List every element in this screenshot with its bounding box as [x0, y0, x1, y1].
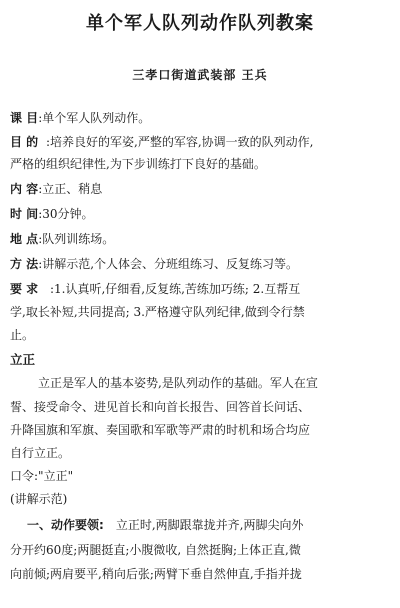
field-purpose-value: :培养良好的军姿,严整的军容,协调一致的队列动作, [46, 135, 314, 149]
section-paragraph-line: 立正是军人的基本姿势,是队列动作的基础。军人在宣 [38, 376, 318, 390]
field-subject-value: :单个军人队列动作。 [38, 111, 151, 125]
essentials-label: 一、动作要领: [27, 518, 104, 532]
field-location-value: :队列训练场。 [38, 232, 115, 246]
field-content-value: :立正、稍息 [38, 182, 103, 196]
field-requirements-value: :1.认真听,仔细看,反复练,苦练加巧练; 2.互帮互 [50, 282, 301, 296]
field-requirements [10, 280, 300, 297]
field-purpose-label: 目 的 [10, 135, 39, 149]
field-time [10, 205, 94, 222]
field-method-value: :讲解示范,个人体会、分班组练习、反复练习等。 [38, 257, 299, 271]
field-content [10, 180, 102, 197]
field-time-value: :30分钟。 [38, 207, 94, 221]
field-purpose-continued: 严格的组织纪律性,为下步训练打下良好的基础。 [10, 157, 266, 171]
section-paragraph-line: 誓、接受命令、进见首长和向首长报告、回答首长问话、 [10, 400, 311, 414]
field-time-label: 时 间 [10, 207, 39, 221]
field-requirements-label: 要 求 [10, 282, 39, 296]
field-location-label: 地 点 [10, 232, 39, 246]
document-author: 三孝口街道武装部 王兵 [132, 68, 268, 82]
demo-note: (讲解示范) [10, 492, 68, 506]
essentials-line: 向前倾;两肩要平,稍向后张;两臂下垂自然伸直,手指并拢 [10, 567, 302, 581]
section-paragraph-line: 自行立正。 [10, 446, 71, 460]
field-subject-label: 课 目 [10, 111, 39, 125]
essentials-line: 分开约60度;两腿挺直;小腹微收, 自然挺胸;上体正直,微 [10, 543, 301, 557]
field-purpose [10, 133, 314, 150]
field-requirements-continued: 学,取长补短,共同提高; 3.严格遵守队列纪律,做到令行禁 [10, 305, 305, 319]
field-method [10, 255, 298, 272]
field-subject [10, 109, 150, 126]
section-paragraph-line: 升降国旗和军旗、奏国歌和军歌等严肃的时机和场合均应 [10, 423, 311, 437]
field-method-label: 方 法 [10, 257, 39, 271]
essentials-first-line [27, 516, 303, 533]
section-heading: 立正 [10, 352, 36, 367]
command-line: 口令:"立正" [10, 469, 74, 483]
field-content-label: 内 容 [10, 182, 39, 196]
essentials-text: 立正时,两脚跟靠拢并齐,两脚尖向外 [115, 518, 304, 532]
field-location [10, 230, 114, 247]
document-title: 单个军人队列动作队列教案 [86, 13, 314, 34]
field-requirements-continued-2: 止。 [10, 328, 35, 342]
